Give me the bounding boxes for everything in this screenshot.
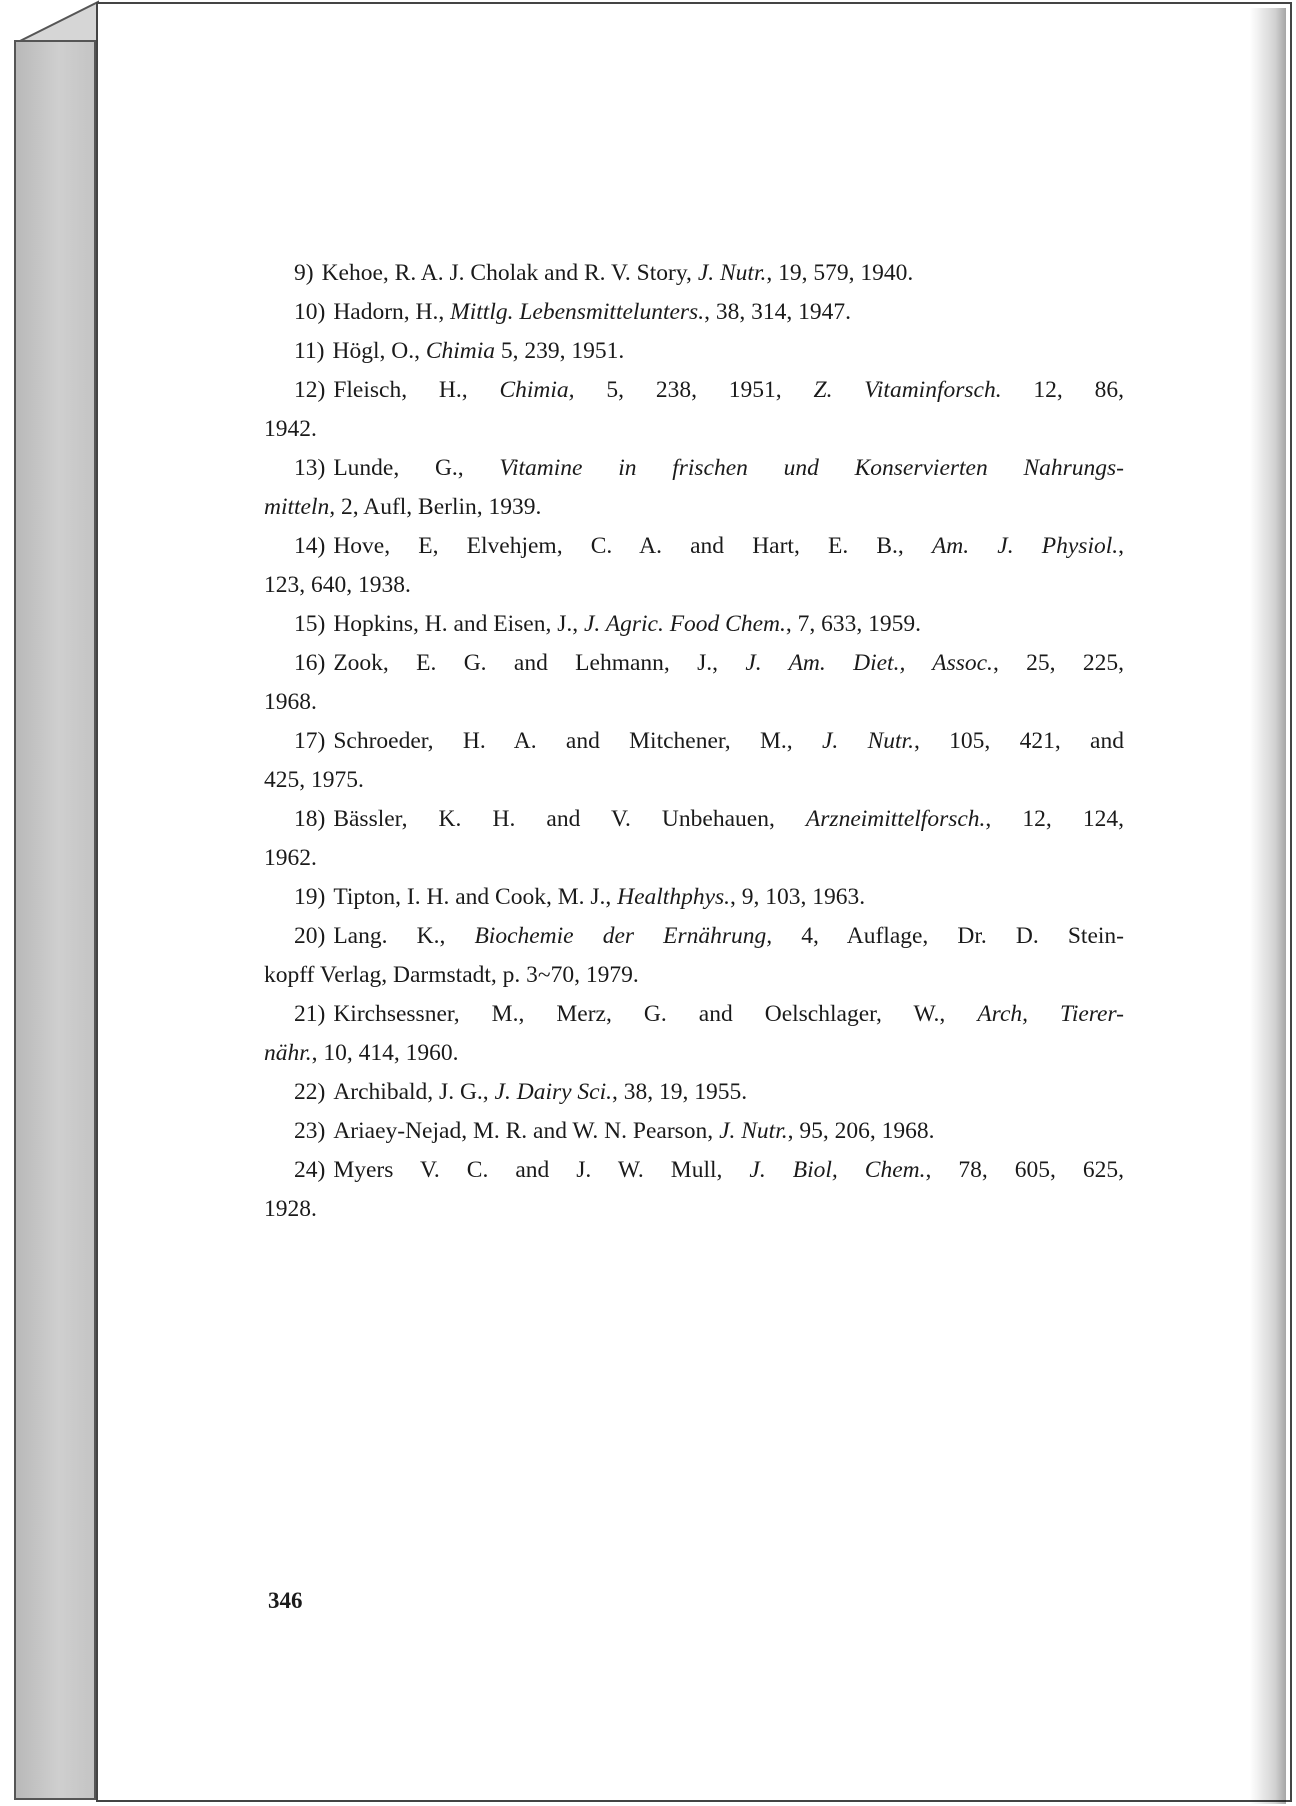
reference-line bbox=[264, 800, 1124, 839]
reference-text: Z. Vitaminforsch. bbox=[813, 377, 1002, 403]
reference-line bbox=[264, 917, 1124, 956]
reference-line bbox=[264, 332, 1124, 371]
reference-line bbox=[264, 449, 1124, 488]
reference-line bbox=[264, 644, 1124, 683]
reference-text: , 19, 579, 1940. bbox=[766, 260, 914, 286]
reference-number: 20) bbox=[294, 923, 326, 949]
reference-item bbox=[264, 917, 1124, 995]
reference-text: J. Agric. Food Chem. bbox=[583, 611, 786, 637]
reference-text: , 38, 19, 1955. bbox=[612, 1079, 748, 1105]
reference-line bbox=[264, 527, 1124, 566]
reference-continuation bbox=[264, 488, 1124, 527]
reference-text: 1928. bbox=[264, 1196, 317, 1222]
reference-text: Chimia, bbox=[499, 377, 575, 403]
reference-line bbox=[264, 1112, 1124, 1151]
reference-text: Hadorn, H., bbox=[333, 299, 451, 325]
reference-number: 19) bbox=[294, 884, 326, 910]
reference-text: Fleisch, H., bbox=[333, 377, 500, 403]
reference-line bbox=[264, 1151, 1124, 1190]
reference-text: Biochemie der Ernährung, bbox=[474, 923, 773, 949]
reference-text: Healthphys. bbox=[617, 884, 731, 910]
reference-continuation bbox=[264, 956, 1124, 995]
reference-text: J. Dairy Sci. bbox=[494, 1079, 613, 1105]
reference-text: Högl, O., bbox=[332, 338, 426, 364]
reference-item bbox=[264, 800, 1124, 878]
reference-continuation bbox=[264, 1190, 1124, 1229]
reference-text: 123, 640, 1938. bbox=[264, 572, 411, 598]
reference-text: , 105, 421, and bbox=[913, 728, 1124, 754]
reference-number: 14) bbox=[294, 533, 326, 559]
reference-list bbox=[264, 254, 1124, 1229]
reference-number: 18) bbox=[294, 806, 326, 832]
reference-text: Lang. K., bbox=[333, 923, 475, 949]
reference-text: Am. J. Physiol. bbox=[931, 533, 1119, 559]
reference-number: 10) bbox=[294, 299, 326, 325]
reference-text: J. Nutr. bbox=[821, 728, 914, 754]
page-edge-shadow bbox=[1250, 8, 1286, 1804]
reference-text: nähr. bbox=[264, 1040, 312, 1066]
reference-line bbox=[264, 293, 1124, 332]
reference-text: mitteln, bbox=[264, 494, 336, 520]
reference-text: J. Nutr. bbox=[697, 260, 767, 286]
reference-number: 21) bbox=[294, 1001, 326, 1027]
reference-text: Kirchsessner, M., Merz, G. and Oelschlager, W., bbox=[333, 1001, 978, 1027]
reference-text: 5, 239, 1951. bbox=[495, 338, 625, 364]
reference-number: 24) bbox=[294, 1157, 326, 1183]
reference-text: , 95, 206, 1968. bbox=[787, 1118, 935, 1144]
reference-line bbox=[264, 878, 1124, 917]
reference-number: 13) bbox=[294, 455, 326, 481]
reference-number: 22) bbox=[294, 1079, 326, 1105]
reference-text: , 9, 103, 1963. bbox=[730, 884, 866, 910]
reference-item bbox=[264, 995, 1124, 1073]
reference-text: , 7, 633, 1959. bbox=[785, 611, 922, 637]
page-number: 346 bbox=[268, 1588, 303, 1613]
reference-item bbox=[264, 722, 1124, 800]
reference-item bbox=[264, 293, 1124, 332]
reference-number: 15) bbox=[294, 611, 326, 637]
reference-continuation bbox=[264, 761, 1124, 800]
reference-line bbox=[264, 1073, 1124, 1112]
reference-text: 1962. bbox=[264, 845, 317, 871]
reference-text: 2, Aufl, Berlin, 1939. bbox=[335, 494, 542, 520]
reference-item bbox=[264, 605, 1124, 644]
reference-text: , 10, 414, 1960. bbox=[311, 1040, 459, 1066]
reference-text: 4, Auflage, Dr. D. Stein- bbox=[772, 923, 1124, 949]
reference-text: Zook, E. G. and Lehmann, J., bbox=[333, 650, 746, 676]
reference-item bbox=[264, 878, 1124, 917]
reference-continuation bbox=[264, 566, 1124, 605]
reference-text: J. Nutr. bbox=[719, 1118, 788, 1144]
reference-text: J. Biol, Chem. bbox=[749, 1157, 926, 1183]
reference-item bbox=[264, 449, 1124, 527]
reference-text: Vitamine in frischen und Konservierten Nahrungs- bbox=[499, 455, 1124, 481]
reference-continuation bbox=[264, 683, 1124, 722]
reference-continuation bbox=[264, 410, 1124, 449]
reference-text: kopff Verlag, Darmstadt, p. 3~70, 1979. bbox=[264, 962, 639, 988]
reference-line bbox=[264, 254, 1124, 293]
reference-line bbox=[264, 722, 1124, 761]
reference-item bbox=[264, 254, 1124, 293]
reference-text: , 78, 605, 625, bbox=[925, 1157, 1125, 1183]
reference-text: Tipton, I. H. and Cook, M. J., bbox=[333, 884, 618, 910]
reference-text: 1968. bbox=[264, 689, 317, 715]
reference-text: Chimia bbox=[425, 338, 496, 364]
reference-item bbox=[264, 1112, 1124, 1151]
reference-number: 9) bbox=[294, 260, 314, 286]
reference-item bbox=[264, 644, 1124, 722]
reference-text: 5, 238, 1951, bbox=[574, 377, 814, 403]
reference-text: 12, 86, bbox=[1001, 377, 1125, 403]
reference-text: Bässler, K. H. and V. Unbehauen, bbox=[333, 806, 806, 832]
reference-number: 12) bbox=[294, 377, 326, 403]
reference-text: Lunde, G., bbox=[333, 455, 500, 481]
reference-text: Mittlg. Lebensmittelunters. bbox=[450, 299, 705, 325]
reference-text: Hove, E, Elvehjem, C. A. and Hart, E. B., bbox=[333, 533, 932, 559]
reference-item bbox=[264, 371, 1124, 449]
reference-item bbox=[264, 527, 1124, 605]
reference-continuation bbox=[264, 839, 1124, 878]
reference-text: Archibald, J. G., bbox=[333, 1079, 495, 1105]
reference-item bbox=[264, 1073, 1124, 1112]
reference-number: 23) bbox=[294, 1118, 326, 1144]
reference-text: 425, 1975. bbox=[264, 767, 364, 793]
reference-text: Schroeder, H. A. and Mitchener, M., bbox=[333, 728, 822, 754]
reference-text: , 38, 314, 1947. bbox=[704, 299, 851, 325]
reference-text: , bbox=[1118, 533, 1125, 559]
reference-number: 17) bbox=[294, 728, 326, 754]
reference-text: Ariaey-Nejad, M. R. and W. N. Pearson, bbox=[333, 1118, 720, 1144]
reference-number: 16) bbox=[294, 650, 326, 676]
reference-text: Arzneimittelforsch. bbox=[805, 806, 986, 832]
reference-line bbox=[264, 371, 1124, 410]
reference-text: , 12, 124, bbox=[985, 806, 1124, 832]
reference-line bbox=[264, 605, 1124, 644]
reference-text: 1942. bbox=[264, 416, 317, 442]
reference-item bbox=[264, 332, 1124, 371]
reference-line bbox=[264, 995, 1124, 1034]
reference-text: Myers V. C. and J. W. Mull, bbox=[333, 1157, 750, 1183]
reference-continuation bbox=[264, 1034, 1124, 1073]
reference-text: Arch, Tierer- bbox=[977, 1001, 1124, 1027]
reference-text: J. Am. Diet., Assoc. bbox=[745, 650, 993, 676]
reference-item bbox=[264, 1151, 1124, 1229]
reference-text: Hopkins, H. and Eisen, J., bbox=[333, 611, 584, 637]
reference-text: , 25, 225, bbox=[992, 650, 1124, 676]
book-spine bbox=[14, 40, 96, 1800]
reference-number: 11) bbox=[294, 338, 325, 364]
reference-text: Kehoe, R. A. J. Cholak and R. V. Story, bbox=[321, 260, 698, 286]
